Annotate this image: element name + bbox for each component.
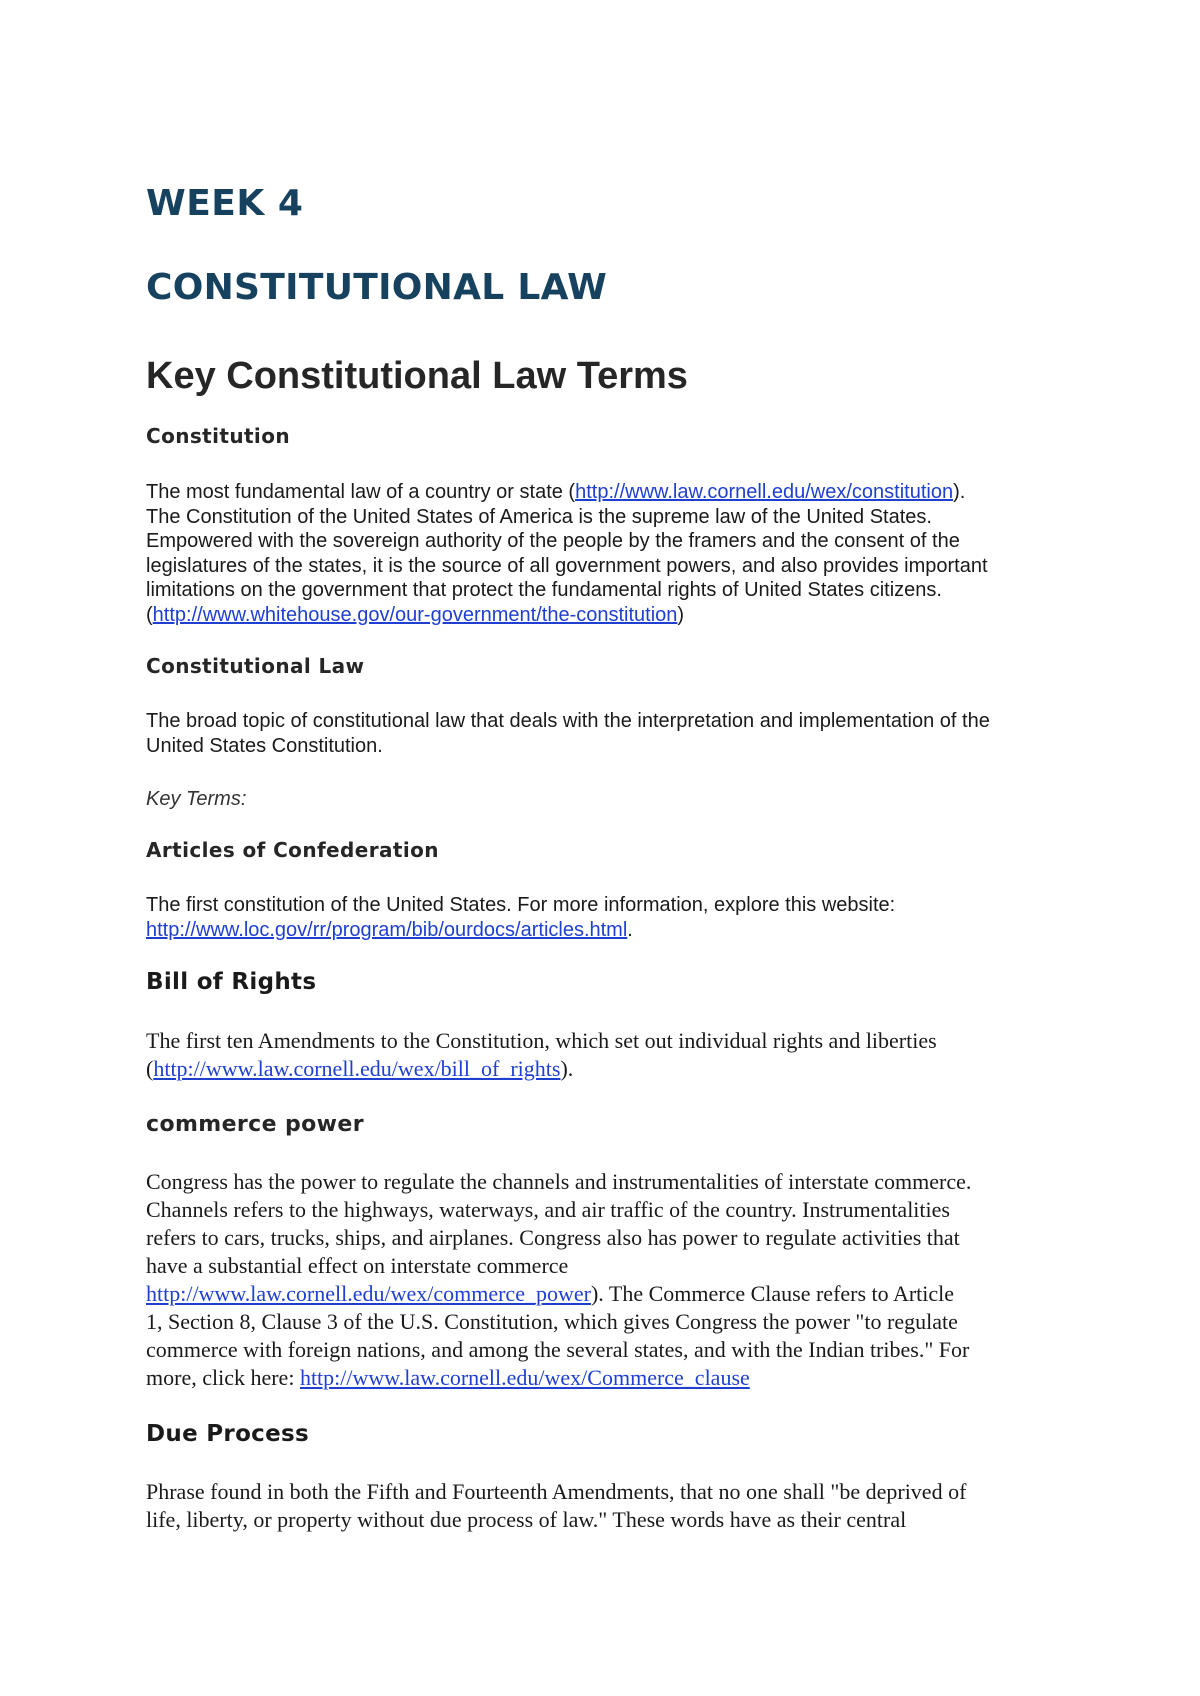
text-line: have a substantial effect on interstate commerce: [146, 1253, 569, 1278]
text-line: 1, Section 8, Clause 3 of the U.S. Constitution, which gives Congress the power "to regulate: [146, 1309, 958, 1334]
text-line: limitations on the government that protect the fundamental rights of United States citizens.: [146, 579, 942, 601]
text-line: United States Constitution.: [146, 734, 383, 757]
text-line: (http://www.law.cornell.edu/wex/bill_of_rights).: [146, 1056, 574, 1081]
term-commerce-power: commerce power: [146, 1112, 364, 1137]
definition-constitutional-law: [146, 709, 990, 758]
term-articles-of-confederation: Articles of Confederation: [146, 838, 439, 862]
text-line: Channels refers to the highways, waterways, and air traffic of the country. Instrumentalities: [146, 1197, 950, 1222]
definition-due-process: [146, 1478, 966, 1534]
text-line: http://www.law.cornell.edu/wex/commerce_power). The Commerce Clause refers to Article: [146, 1281, 955, 1306]
definition-articles: [146, 893, 895, 942]
course-title: CONSTITUTIONAL LAW: [146, 267, 608, 308]
week-title: WEEK 4: [146, 183, 304, 224]
section-title: Key Constitutional Law Terms: [146, 355, 688, 397]
link-whitehouse-constitution[interactable]: http://www.whitehouse.gov/our-government/the-constitution: [152, 603, 678, 626]
text-line: The most fundamental law of a country or state (http://www.law.cornell.edu/wex/constitution).: [146, 481, 966, 503]
link-cornell-constitution[interactable]: http://www.law.cornell.edu/wex/constitution: [575, 481, 954, 503]
text-line: more, click here: http://www.law.cornell.edu/wex/Commerce_clause: [146, 1365, 750, 1390]
key-terms-label: Key Terms:: [146, 788, 247, 810]
text-line: http://www.loc.gov/rr/program/bib/ourdocs/articles.html.: [146, 918, 633, 941]
text-line: The first constitution of the United States. For more information, explore this website:: [146, 894, 896, 916]
text-line: Empowered with the sovereign authority of the people by the framers and the consent of the: [146, 530, 960, 552]
link-loc-articles[interactable]: http://www.loc.gov/rr/program/bib/ourdocs/articles.html: [146, 918, 628, 941]
text-line: The first ten Amendments to the Constitution, which set out individual rights and liberties: [146, 1028, 937, 1053]
text-line: life, liberty, or property without due process of law." These words have as their central: [146, 1507, 907, 1532]
text-line: The Constitution of the United States of America is the supreme law of the United States.: [146, 505, 932, 528]
definition-bill-of-rights: [146, 1027, 937, 1083]
link-cornell-bill-of-rights[interactable]: http://www.law.cornell.edu/wex/bill_of_rights: [153, 1056, 561, 1081]
text-line: refers to cars, trucks, ships, and airplanes. Congress also has power to regulate activities that: [146, 1225, 960, 1250]
text-line: commerce with foreign nations, and among the several states, and with the Indian tribes." For: [146, 1337, 970, 1362]
term-constitutional-law: Constitutional Law: [146, 654, 365, 678]
text-line: Phrase found in both the Fifth and Fourteenth Amendments, that no one shall "be deprived of: [146, 1479, 967, 1504]
term-constitution: Constitution: [146, 424, 290, 448]
link-cornell-commerce-power[interactable]: http://www.law.cornell.edu/wex/commerce_power: [146, 1281, 591, 1306]
term-due-process: Due Process: [146, 1421, 309, 1447]
term-bill-of-rights: Bill of Rights: [146, 969, 317, 995]
text-line: The broad topic of constitutional law that deals with the interpretation and implementation of the: [146, 710, 990, 732]
text-line: Congress has the power to regulate the channels and instrumentalities of interstate commerce.: [146, 1169, 972, 1194]
link-cornell-commerce-clause[interactable]: http://www.law.cornell.edu/wex/Commerce_clause: [299, 1365, 750, 1390]
text-line: (http://www.whitehouse.gov/our-government/the-constitution): [146, 603, 685, 626]
text-line: legislatures of the states, it is the source of all government powers, and also provides important: [146, 554, 988, 577]
definition-constitution: [146, 480, 988, 627]
definition-commerce-power: [146, 1168, 971, 1392]
